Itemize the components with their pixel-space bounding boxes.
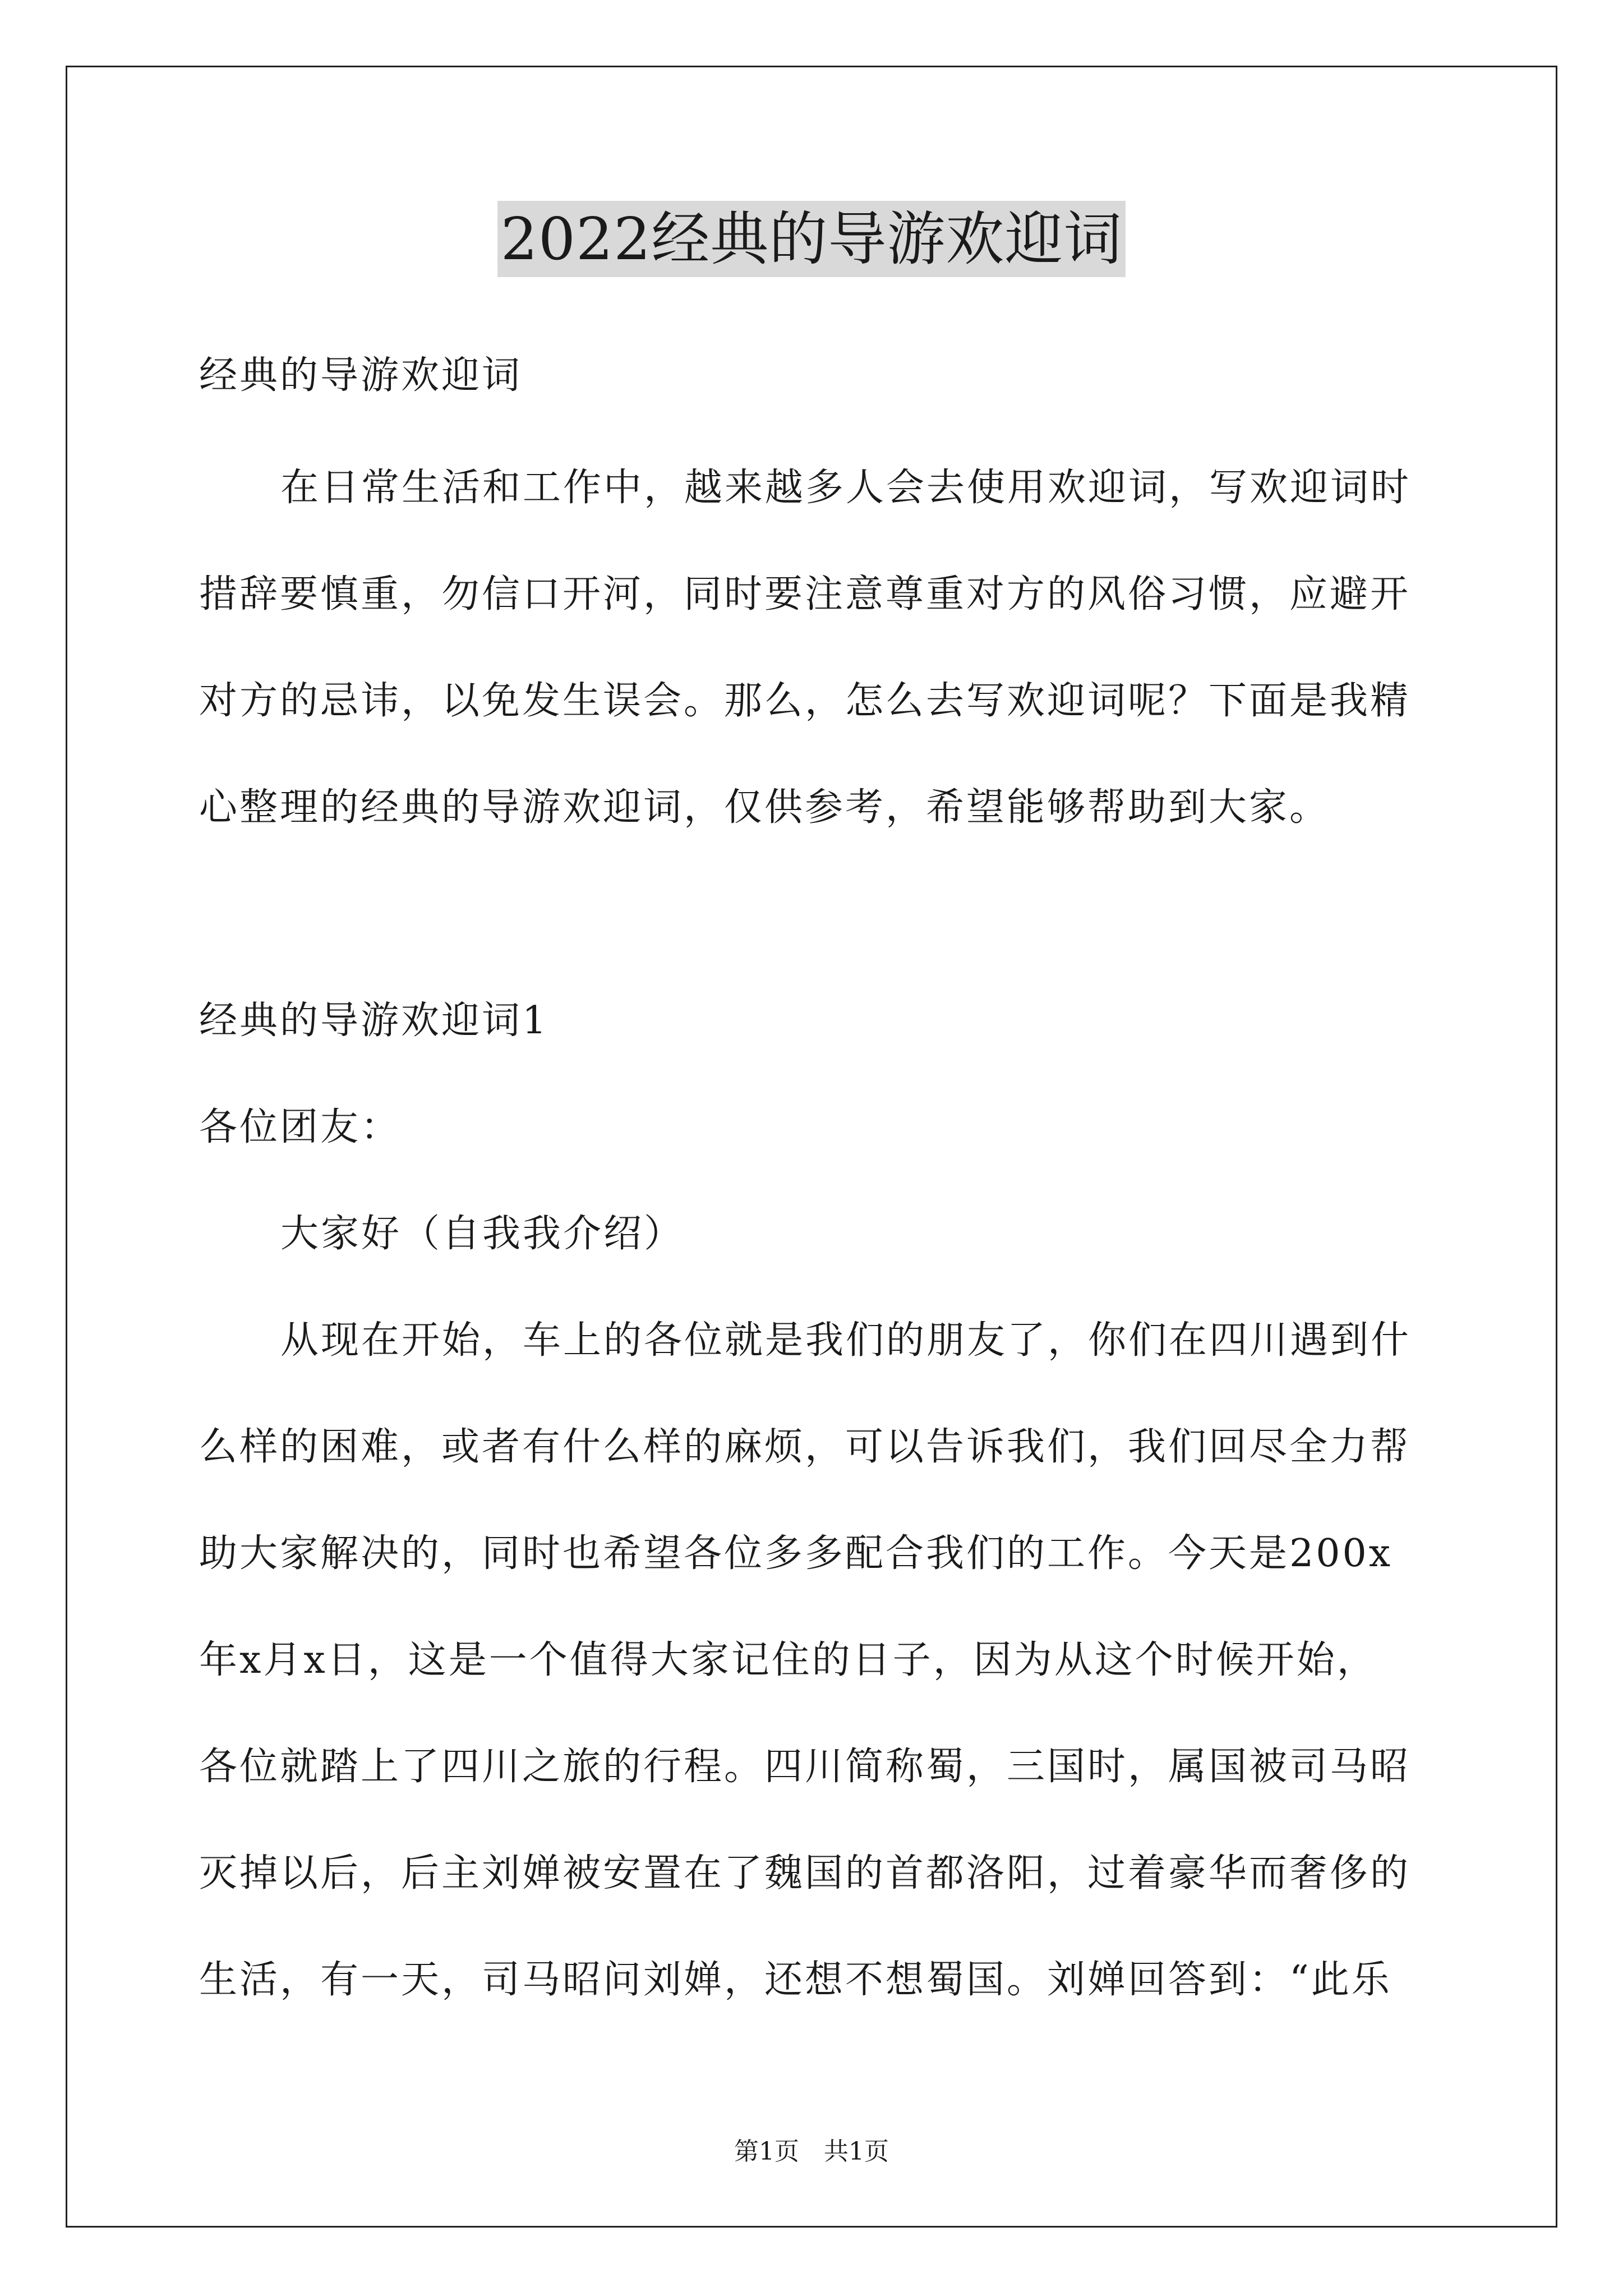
paragraph-line: 助大家解决的，同时也希望各位多多配合我们的工作。今天是200x bbox=[199, 1531, 1393, 1576]
paragraph-line: 在日常生活和工作中，越来越多人会去使用欢迎词，写欢迎词时 bbox=[280, 466, 1412, 510]
page-number-footer: 第1页 共1页 bbox=[734, 2137, 889, 2166]
paragraph-line: 年x月x日，这是一个值得大家记住的日子，因为从这个时候开始， bbox=[199, 1638, 1377, 1682]
paragraph-line: 从现在开始，车上的各位就是我们的朋友了，你们在四川遇到什 bbox=[280, 1318, 1412, 1363]
paragraph-line: 生活，有一天，司马昭问刘婵，还想不想蜀国。刘婵回答到：“此乐 bbox=[199, 1958, 1392, 2002]
title-container bbox=[0, 201, 1623, 277]
subtitle-line: 经典的导游欢迎词 bbox=[199, 353, 523, 398]
paragraph-line: 么样的困难，或者有什么样的麻烦，可以告诉我们，我们回尽全力帮 bbox=[199, 1425, 1411, 1469]
paragraph-line: 大家好（自我我介绍） bbox=[280, 1212, 685, 1256]
paragraph-line: 灭掉以后，后主刘婵被安置在了魏国的首都洛阳，过着豪华而奢侈的 bbox=[199, 1851, 1411, 1895]
document-title: 2022经典的导游欢迎词 bbox=[497, 201, 1126, 277]
paragraph-line: 对方的忌讳，以免发生误会。那么，怎么去写欢迎词呢？下面是我精 bbox=[199, 679, 1411, 723]
paragraph-line: 各位就踏上了四川之旅的行程。四川简称蜀，三国时，属国被司马昭 bbox=[199, 1745, 1411, 1789]
paragraph-line: 心整理的经典的导游欢迎词，仅供参考，希望能够帮助到大家。 bbox=[199, 785, 1330, 830]
section-heading: 经典的导游欢迎词1 bbox=[199, 999, 549, 1043]
paragraph-line: 措辞要慎重，勿信口开河，同时要注意尊重对方的风俗习惯，应避开 bbox=[199, 572, 1411, 616]
salutation-line: 各位团友： bbox=[199, 1105, 402, 1149]
